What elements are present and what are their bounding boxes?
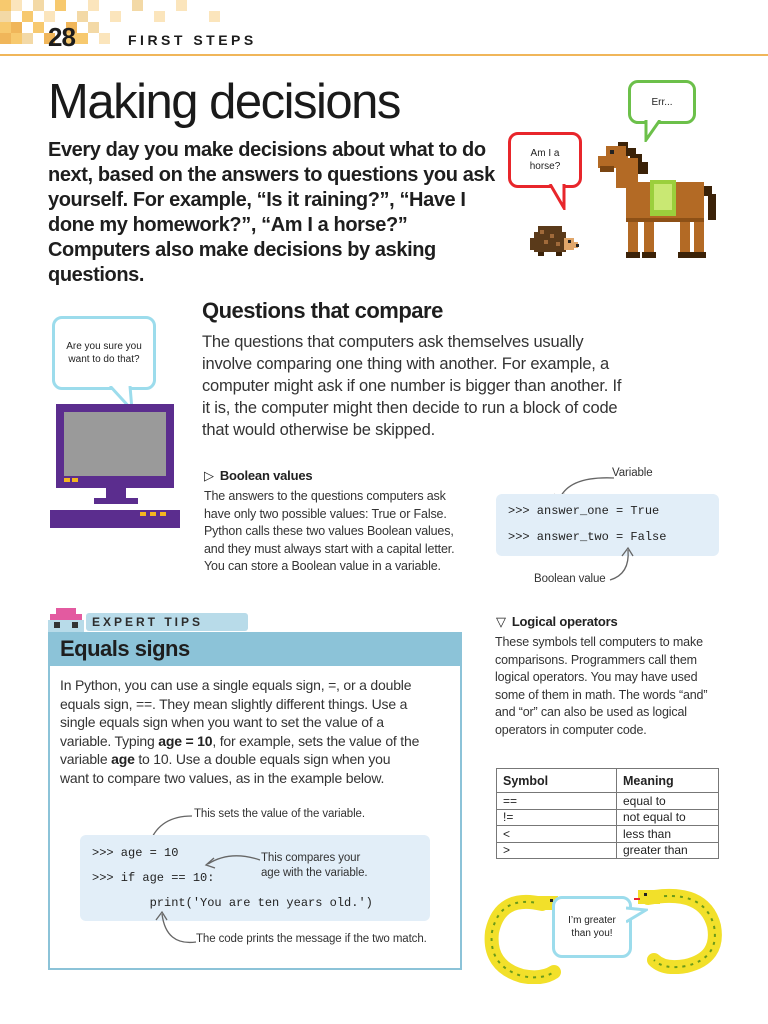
note-compares: This compares your age with the variable. bbox=[261, 852, 368, 879]
header-rule bbox=[0, 54, 768, 56]
boolean-code-line-1: >>> answer_one = True bbox=[508, 504, 660, 518]
questions-heading: Questions that compare bbox=[202, 298, 443, 323]
triangle-right-icon: ▷ bbox=[204, 468, 214, 483]
computer-icon bbox=[50, 404, 180, 530]
boolean-heading: Boolean values bbox=[219, 468, 313, 483]
table-row bbox=[497, 826, 719, 843]
boolean-value-arrow bbox=[606, 544, 636, 584]
variable-label: Variable bbox=[612, 467, 653, 479]
tips-text-part: , for example, sets the value of the variable bbox=[60, 732, 420, 767]
expert-tips-title: Equals signs bbox=[60, 636, 190, 661]
tips-code-var: age bbox=[111, 751, 135, 767]
table-cell-symbol: != bbox=[497, 809, 617, 826]
table-cell-symbol: < bbox=[497, 826, 617, 843]
table-cell-symbol: > bbox=[497, 842, 617, 859]
snake-speech-bubble bbox=[552, 896, 632, 958]
note-prints-arrow bbox=[152, 908, 198, 948]
horse-speech-bubble bbox=[508, 132, 582, 188]
intro-paragraph: Every day you make decisions about what to do next, based on the answers to questions you ask yourself. For example, “Is it raining?”, “Have I done my homework?”, “Am I a horse?” Computers also make decisions by asking questions. bbox=[48, 139, 495, 286]
logical-operators-table bbox=[496, 768, 719, 859]
expert-tips-label: EXPERT TIPS bbox=[92, 615, 204, 629]
questions-paragraph: The questions that computers ask themselves usually involve comparing one thing with another. For example, a computer might ask if one number is bigger than another. If it is, the computer might then decide to run a block of code that would otherwise be skipped. bbox=[202, 333, 622, 439]
expert-tips-robot-icon bbox=[48, 608, 84, 632]
computer-bubble-text: Are you sure you want to do that? bbox=[66, 341, 142, 365]
err-bubble-text: Err... bbox=[651, 96, 673, 108]
boolean-code-line-2: >>> answer_two = False bbox=[508, 530, 667, 544]
boolean-paragraph: The answers to the questions computers ask have only two possible values: True or False. Python calls these two values Boolean values, and they must always start with a capital letter. You can store a Boolean value in a variable. bbox=[204, 489, 455, 574]
horse-icon bbox=[596, 140, 720, 262]
note-prints: The code prints the message if the two match. bbox=[196, 933, 427, 945]
table-header-symbol: Symbol bbox=[497, 769, 617, 793]
equals-code-line-1: >>> age = 10 bbox=[92, 846, 179, 860]
logical-heading-row bbox=[496, 614, 618, 630]
table-row bbox=[497, 809, 719, 826]
tips-text-part: In Python, you can use a single equals sign, =, or a double equals sign, ==. They mean slightly different things. Use a single equals sign when you want to set the value of a variable. Typing bbox=[60, 677, 412, 749]
note-compares-arrow bbox=[200, 852, 262, 872]
logical-paragraph: These symbols tell computers to make comparisons. Programmers call them logical operators. You may have used some of them in math. The words “and” and “or” can also be used as logical operators in computer code. bbox=[495, 635, 708, 737]
equals-code-line-2: >>> if age == 10: bbox=[92, 871, 215, 885]
table-cell-meaning: greater than bbox=[617, 842, 719, 859]
computer-speech-bubble bbox=[52, 316, 156, 390]
logical-heading: Logical operators bbox=[511, 614, 618, 629]
table-header-row bbox=[497, 769, 719, 793]
tips-code-age: age = 10 bbox=[158, 732, 213, 749]
err-bubble-tail bbox=[644, 120, 664, 142]
expert-tips-paragraph bbox=[60, 676, 420, 787]
table-cell-meaning: less than bbox=[617, 826, 719, 843]
note-sets-value: This sets the value of the variable. bbox=[194, 808, 365, 820]
err-speech-bubble bbox=[628, 80, 696, 124]
hedgehog-icon bbox=[526, 222, 580, 260]
table-cell-symbol: == bbox=[497, 793, 617, 810]
horse-bubble-text: Am I a horse? bbox=[529, 148, 561, 172]
snake-bubble-text: I’m greater than you! bbox=[568, 915, 616, 939]
triangle-down-icon: ▽ bbox=[496, 614, 506, 629]
table-cell-meaning: equal to bbox=[617, 793, 719, 810]
tips-text-part: to 10. Use a double equals sign when you want to compare two values, as in the example below. bbox=[60, 751, 391, 786]
section-title: FIRST STEPS bbox=[128, 32, 257, 48]
table-header-meaning: Meaning bbox=[617, 769, 719, 793]
horse-bubble-tail bbox=[548, 184, 568, 210]
boolean-heading-row bbox=[204, 468, 312, 484]
equals-code-line-3: print('You are ten years old.') bbox=[92, 896, 373, 910]
page-title: Making decisions bbox=[48, 75, 400, 129]
table-row bbox=[497, 793, 719, 810]
table-cell-meaning: not equal to bbox=[617, 809, 719, 826]
boolean-value-label: Boolean value bbox=[534, 573, 606, 585]
table-row bbox=[497, 842, 719, 859]
right-snake-icon bbox=[634, 884, 724, 974]
page-number: 28 bbox=[48, 22, 75, 52]
